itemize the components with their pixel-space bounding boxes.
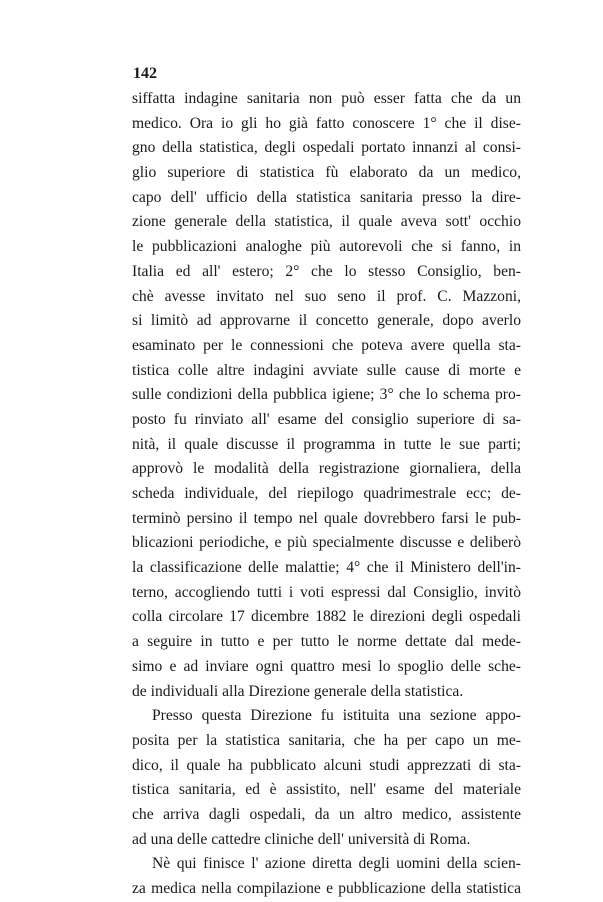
text-line: colla circolare 17 dicembre 1882 le direzioni degli ospedali	[132, 608, 521, 626]
text-line: la classificazione delle malattie; 4° che il Ministero dell'in-	[132, 559, 521, 577]
text-line: nità, il quale discusse il programma in tutte le sue parti;	[132, 435, 521, 453]
text-line: ad una delle cattedre cliniche dell' università di Roma.	[132, 830, 471, 848]
text-line: si limitò ad approvarne il concetto generale, dopo averlo	[132, 312, 521, 330]
text-line: blicazioni periodiche, e più specialmente discusse e deliberò	[132, 534, 521, 552]
text-line: Presso questa Direzione fu istituita una sezione appo-	[152, 707, 521, 725]
text-line: de individuali alla Direzione generale della statistica.	[132, 682, 464, 700]
text-line: tistica colle altre indagini avviate sulle cause di morte e	[132, 361, 521, 379]
text-line: che arriva dagli ospedali, da un altro medico, assistente	[132, 805, 521, 823]
text-line: terminò persino il tempo nel quale dovrebbero farsi le pub-	[132, 509, 521, 527]
page-number: 142	[133, 65, 157, 82]
text-line: scheda individuale, del riepilogo quadrimestrale ecc; de-	[132, 485, 521, 502]
text-line: glio superiore di statistica fù elaborato da un medico,	[132, 164, 521, 182]
text-line: terno, accogliendo tutti i voti espressi dal Consiglio, invitò	[132, 583, 521, 601]
text-line: approvò le modalità della registrazione giornaliera, della	[132, 460, 521, 478]
text-line: medico. Ora io gli ho già fatto conoscere 1° che il dise-	[132, 114, 521, 132]
text-line: Italia ed all' estero; 2° che lo stesso Consiglio, ben-	[132, 262, 521, 280]
body-text	[132, 87, 521, 902]
text-line: gno della statistica, degli ospedali portato innanzi al consi-	[132, 139, 521, 157]
text-line: capo dell' ufficio della statistica sanitaria presso la dire-	[132, 188, 521, 206]
text-line: dico, il quale ha pubblicato alcuni studi apprezzati di sta-	[132, 756, 521, 774]
text-line: posita per la statistica sanitaria, che ha per capo un me-	[132, 731, 521, 749]
text-line: a seguire in tutto e per tutto le norme dettate dal mede-	[132, 633, 521, 651]
text-line: simo e ad inviare ogni quattro mesi lo spoglio delle sche-	[132, 657, 521, 675]
text-line: za medica nella compilazione e pubblicazione della statistica	[132, 880, 521, 897]
text-line: siffatta indagine sanitaria non può esser fatta che da un	[132, 90, 521, 107]
text-line: posto fu rinviato all' esame del consiglio superiore di sa-	[132, 410, 521, 428]
text-line: zione generale della statistica, il quale aveva sott' occhio	[132, 213, 521, 231]
text-line: esaminato per le connessioni che poteva avere quella sta-	[132, 336, 521, 354]
text-line: sulle condizioni della pubblica igiene; 3° che lo schema pro-	[132, 386, 521, 404]
text-line: le pubblicazioni analoghe più autorevoli che si fanno, in	[132, 238, 521, 256]
text-line: chè avesse invitato nel suo seno il prof. C. Mazzoni,	[132, 287, 521, 305]
text-line: Nè qui finisce l' azione diretta degli uomini della scien-	[152, 855, 521, 873]
text-line: tistica sanitaria, ed è assistito, nell' esame del materiale	[132, 781, 521, 799]
